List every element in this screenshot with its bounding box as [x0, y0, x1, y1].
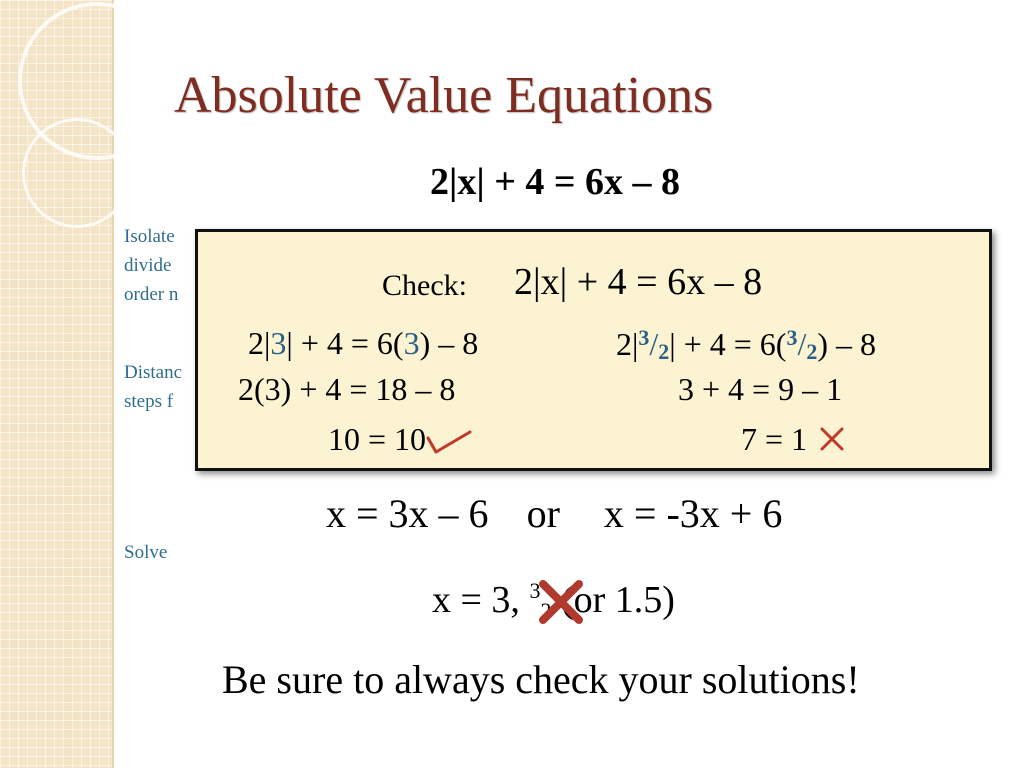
- cases-equations: x = 3x – 6 or x = -3x + 6: [326, 491, 783, 536]
- check-left-line-3: 10 = 10: [328, 421, 474, 458]
- check-right-line-2: 3 + 4 = 9 – 1: [678, 371, 843, 407]
- side-note-isolate: Isolate divide order n: [124, 226, 179, 305]
- check-equation: 2|x| + 4 = 6x – 8: [514, 261, 763, 303]
- solutions-line: x = 3, $^3$2 (or 1.5): [432, 578, 675, 623]
- cross-icon: [537, 578, 585, 626]
- side-note-solve: Solve: [124, 542, 168, 563]
- check-right-line-3: 7 = 1: [741, 421, 847, 458]
- check-right-line-1: $2|^3/2| + 4 = 6(^3/2) - 8$: [616, 325, 876, 364]
- footer-note: Be sure to always check your solutions!: [222, 657, 860, 702]
- slide-title: Absolute Value Equations: [174, 67, 714, 124]
- main-equation: 2|x| + 4 = 6x – 8: [430, 161, 681, 203]
- check-left-line-1: 2|3| + 4 = 6(3) – 8: [248, 325, 479, 361]
- checkmark-icon: [424, 426, 474, 456]
- side-note-distance: Distanc steps f: [124, 362, 183, 412]
- x-mark-icon: [817, 424, 847, 454]
- check-left-line-2: 2(3) + 4 = 18 – 8: [238, 371, 456, 407]
- check-label: Check:: [382, 269, 467, 302]
- decorative-ring-small: [22, 118, 132, 228]
- check-box-panel: [195, 229, 992, 471]
